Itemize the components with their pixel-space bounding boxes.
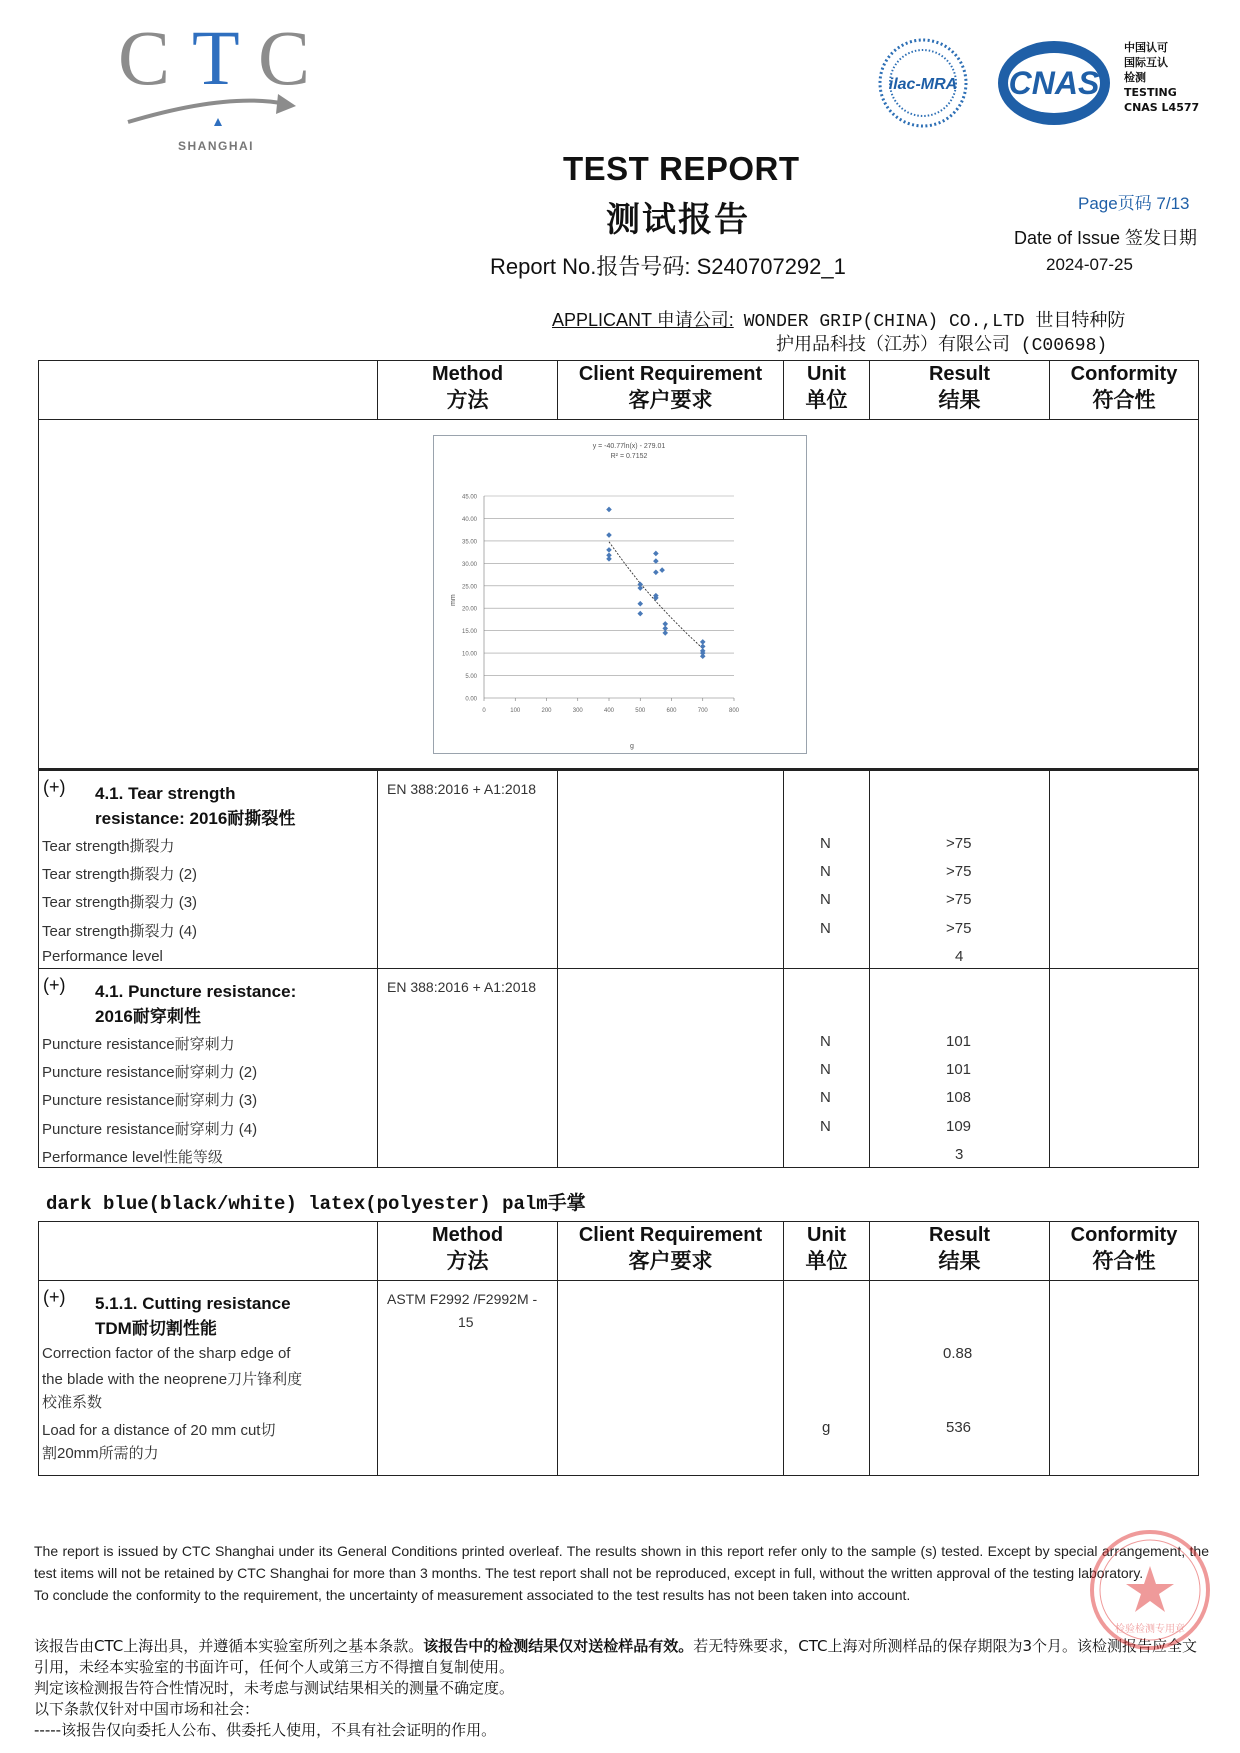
puncture-unit: N bbox=[820, 1089, 831, 1106]
puncture-client-cell bbox=[558, 969, 784, 1168]
header-client bbox=[558, 1222, 784, 1281]
chart-x-tick-label: 200 bbox=[541, 708, 552, 714]
tear-row-label: Tear strength撕裂力 (3) bbox=[42, 894, 198, 911]
chart-y-tick-label: 45.00 bbox=[461, 494, 477, 501]
cutting-row bbox=[39, 1281, 1199, 1476]
footer-english bbox=[34, 1540, 1209, 1606]
tear-row-label: Tear strength撕裂力 bbox=[42, 838, 175, 855]
table-header-row bbox=[39, 1222, 1199, 1281]
footer-en-paragraph-1: The report is issued by CTC Shanghai under its General Conditions printed overleaf. The results shown in this report refer only to the sample (s) tested. Except by special arrangement, the test items will not be retained by CTC Shanghai for more than 3 months. The test report shall not be reproduced, except in full, without the written approval of the testing laboratory. bbox=[34, 1543, 1209, 1581]
chart-x-tick-label: 100 bbox=[510, 708, 521, 714]
cutting-unit-2: g bbox=[822, 1419, 831, 1436]
logo-letter-c1: C bbox=[118, 22, 171, 101]
header-method-en: Method bbox=[431, 1224, 504, 1246]
tear-client-cell bbox=[558, 770, 784, 969]
chart-points bbox=[606, 507, 705, 659]
expand-marker: (+) bbox=[43, 777, 66, 797]
puncture-row-label: Puncture resistance耐穿刺力 bbox=[42, 1036, 235, 1053]
header-unit-en: Unit bbox=[807, 363, 846, 385]
logo-sub-text: SHANGHAI bbox=[178, 139, 255, 153]
applicant-name-line2: 护用品科技（江苏）有限公司 (C00698) bbox=[776, 336, 1108, 356]
footer-cn-paragraph-1 bbox=[34, 1636, 1209, 1678]
applicant-label: APPLICANT 申请公司: bbox=[552, 310, 734, 330]
puncture-row-label: Puncture resistance耐穿刺力 (2) bbox=[42, 1064, 258, 1081]
chart-y-tick-label: 0.00 bbox=[465, 696, 477, 703]
puncture-result: 101 bbox=[946, 1033, 972, 1050]
expand-marker: (+) bbox=[43, 1287, 66, 1307]
cutting-unit-cell bbox=[784, 1281, 870, 1476]
report-title-cn: 测试报告 bbox=[606, 200, 750, 240]
tear-method-cell bbox=[378, 770, 558, 969]
footer-cn-paragraph-3: 以下条款仅针对中国市场和社会： bbox=[34, 1700, 260, 1718]
chart-y-axis-label: mm bbox=[450, 594, 457, 606]
chart-grid bbox=[484, 496, 734, 701]
accreditation-marks bbox=[878, 36, 1218, 130]
tear-row-label: Tear strength撕裂力 (2) bbox=[42, 866, 198, 883]
chart-y-tick-label: 25.00 bbox=[461, 584, 477, 591]
tear-label-cell bbox=[39, 770, 378, 969]
cutting-method-2: 15 bbox=[458, 1314, 474, 1330]
chart-point bbox=[653, 551, 659, 557]
stamp-text: 检验检测专用章 bbox=[1115, 1624, 1185, 1635]
header-result bbox=[870, 1222, 1050, 1281]
header-unit-cn: 单位 bbox=[805, 1249, 848, 1273]
header-result-cn: 结果 bbox=[938, 1249, 981, 1273]
expand-marker: (+) bbox=[43, 975, 66, 995]
tear-unit: N bbox=[820, 835, 831, 852]
header-method-en: Method bbox=[431, 363, 504, 385]
chart-x-tick-label: 400 bbox=[603, 708, 615, 714]
cnas-side-line: 检测 bbox=[1124, 71, 1146, 84]
logo-letter-t: T bbox=[192, 22, 240, 101]
cutting-row1-label-2: the blade with the neoprene刀片锋利度 bbox=[42, 1371, 303, 1388]
cnas-side-line: 中国认可 bbox=[1124, 41, 1168, 54]
puncture-section-title-1: 4.1. Puncture resistance: bbox=[95, 982, 297, 1001]
chart-point bbox=[659, 567, 665, 573]
chart-x-tick-label: 0 bbox=[482, 708, 486, 714]
header-client-en: Client Requirement bbox=[578, 1224, 763, 1246]
tear-result: >75 bbox=[946, 920, 972, 937]
chart-ticks bbox=[462, 495, 740, 715]
page-number: Page页码 7/13 bbox=[1078, 194, 1190, 213]
header-client bbox=[558, 361, 784, 420]
header-result-cn: 结果 bbox=[938, 388, 981, 412]
logo-letter-c2: C bbox=[258, 22, 311, 101]
cutting-section-title-1: 5.1.1. Cutting resistance bbox=[95, 1294, 291, 1313]
chart-y-tick-label: 15.00 bbox=[461, 629, 477, 636]
puncture-result-cell bbox=[870, 969, 1050, 1168]
puncture-method: EN 388:2016 + A1:2018 bbox=[387, 979, 537, 995]
table-header-row bbox=[39, 361, 1199, 420]
scatter-chart bbox=[433, 435, 807, 754]
header-blank-cell bbox=[39, 361, 378, 420]
chart-point bbox=[653, 570, 659, 576]
scatter-chart-svg bbox=[434, 436, 806, 753]
tear-section-title-2: resistance: 2016耐撕裂性 bbox=[95, 809, 296, 828]
ilac-text: ilac-MRA bbox=[888, 76, 958, 93]
tear-performance-level: 4 bbox=[955, 948, 964, 965]
footer-cn-text: 该报告由CTC上海出具，并遵循本实验室所列之基本条款。 bbox=[34, 1637, 424, 1655]
cutting-client-cell bbox=[558, 1281, 784, 1476]
chart-x-axis-label: g bbox=[630, 743, 634, 750]
puncture-conformity-cell bbox=[1050, 969, 1199, 1168]
puncture-label-cell bbox=[39, 969, 378, 1168]
footer-cn-paragraph-2: 判定该检测报告符合性情况时，未考虑与测试结果相关的测量不确定度。 bbox=[34, 1679, 515, 1697]
puncture-unit: N bbox=[820, 1061, 831, 1078]
cutting-row2-label-1: Load for a distance of 20 mm cut切 bbox=[42, 1422, 276, 1439]
footer-cn-paragraph-4: -----该报告仅向委托人公布、供委托人使用，不具有社会证明的作用。 bbox=[34, 1721, 497, 1739]
tear-result: >75 bbox=[946, 835, 972, 852]
chart-point bbox=[606, 507, 612, 513]
header-result-en: Result bbox=[928, 363, 991, 385]
puncture-row bbox=[39, 969, 1199, 1168]
tear-unit-cell bbox=[784, 770, 870, 969]
cnas-side-line: CNAS L4577 bbox=[1124, 101, 1200, 114]
chart-x-tick-label: 700 bbox=[697, 708, 708, 714]
chart-y-tick-label: 40.00 bbox=[461, 516, 477, 523]
header-method-cn: 方法 bbox=[446, 388, 489, 412]
cutting-method-1: ASTM F2992 /F2992M - bbox=[387, 1291, 538, 1307]
header-method bbox=[378, 1222, 558, 1281]
chart-point bbox=[606, 556, 612, 562]
header-method bbox=[378, 361, 558, 420]
chart-y-tick-label: 10.00 bbox=[461, 651, 477, 658]
cnas-mark bbox=[998, 41, 1110, 125]
footer-cn-bold-text: 该报告中的检测结果仅对送检样品有效。 bbox=[423, 1637, 694, 1655]
footer-chinese bbox=[34, 1636, 1209, 1741]
tear-result: >75 bbox=[946, 863, 972, 880]
header-unit bbox=[784, 361, 870, 420]
header-conformity-cn: 符合性 bbox=[1092, 388, 1156, 412]
puncture-row-label: Puncture resistance耐穿刺力 (4) bbox=[42, 1121, 258, 1138]
cutting-method-cell bbox=[378, 1281, 558, 1476]
applicant-name-line1: WONDER GRIP(CHINA) CO.,LTD 世目特种防 bbox=[743, 312, 1126, 332]
header-conformity-cn: 符合性 bbox=[1092, 1249, 1156, 1273]
header-result bbox=[870, 361, 1050, 420]
puncture-result: 101 bbox=[946, 1061, 972, 1078]
footer-cn-text: 若无特殊要求，CTC上海对所测样品的保存期限为3个月。该检测报告应全文引用，未经本实验室的书面许可，任何个人或第三方不得擅自复制使用。 bbox=[34, 1637, 1198, 1676]
puncture-method-cell bbox=[378, 969, 558, 1168]
puncture-section-title-2: 2016耐穿刺性 bbox=[95, 1007, 201, 1026]
header-conformity-en: Conformity bbox=[1070, 1224, 1178, 1246]
puncture-unit-cell bbox=[784, 969, 870, 1168]
chart-y-tick-label: 30.00 bbox=[461, 561, 477, 568]
cnas-side-line: 国际互认 bbox=[1124, 56, 1168, 69]
chart-x-tick-label: 800 bbox=[728, 708, 740, 714]
cnas-side-text bbox=[1124, 40, 1199, 115]
chart-y-tick-label: 35.00 bbox=[461, 539, 477, 546]
tear-conformity-cell bbox=[1050, 770, 1199, 969]
puncture-result: 109 bbox=[946, 1118, 972, 1135]
report-number: Report No.报告号码: S240707292_1 bbox=[490, 254, 846, 279]
header-conformity-en: Conformity bbox=[1070, 363, 1178, 385]
header-blank-cell bbox=[39, 1222, 378, 1281]
chart-y-tick-label: 20.00 bbox=[461, 606, 477, 613]
tear-unit: N bbox=[820, 863, 831, 880]
cutting-row2-label-2: 割20mm所需的力 bbox=[42, 1445, 159, 1462]
tear-result-cell bbox=[870, 770, 1050, 969]
issue-date: 2024-07-25 bbox=[1046, 255, 1133, 274]
puncture-unit: N bbox=[820, 1118, 831, 1135]
puncture-result: 108 bbox=[946, 1089, 972, 1106]
cutting-result-1: 0.88 bbox=[943, 1345, 973, 1362]
puncture-row-label: Puncture resistance耐穿刺力 (3) bbox=[42, 1092, 258, 1109]
chart-x-tick-label: 500 bbox=[635, 708, 646, 714]
header-unit bbox=[784, 1222, 870, 1281]
puncture-performance-level: 3 bbox=[955, 1146, 964, 1163]
official-seal-stamp bbox=[1088, 1528, 1212, 1652]
chart-x-tick-label: 300 bbox=[572, 708, 583, 714]
chart-title: y = -40.77ln(x) - 279.01 bbox=[592, 443, 666, 450]
tear-unit: N bbox=[820, 891, 831, 908]
issue-date-label: Date of Issue 签发日期 bbox=[1014, 228, 1198, 248]
cutting-result-cell bbox=[870, 1281, 1050, 1476]
header-conformity bbox=[1050, 361, 1199, 420]
chart-subtitle: R² = 0.7152 bbox=[610, 453, 648, 460]
cutting-conformity-cell bbox=[1050, 1281, 1199, 1476]
cutting-section-title-2: TDM耐切割性能 bbox=[95, 1319, 217, 1338]
header-client-en: Client Requirement bbox=[578, 363, 763, 385]
tear-section-title-1: 4.1. Tear strength bbox=[95, 784, 236, 803]
ctc-logo bbox=[118, 22, 338, 162]
chart-y-tick-label: 5.00 bbox=[465, 674, 477, 681]
cutting-result-2: 536 bbox=[946, 1419, 972, 1436]
cutting-row1-label-3: 校准系数 bbox=[42, 1394, 103, 1411]
chart-point bbox=[606, 547, 612, 553]
sample-sub-heading: dark blue(black/white) latex(polyester) palm手掌 bbox=[46, 1193, 586, 1215]
tear-row-label: Tear strength撕裂力 (4) bbox=[42, 923, 198, 940]
tear-strength-row bbox=[39, 770, 1199, 969]
results-table-2 bbox=[38, 1221, 1199, 1476]
header-conformity bbox=[1050, 1222, 1199, 1281]
chart-point bbox=[700, 653, 706, 659]
cnas-side-line: TESTING bbox=[1124, 86, 1177, 99]
tear-result: >75 bbox=[946, 891, 972, 908]
header-result-en: Result bbox=[928, 1224, 991, 1246]
report-title-en: TEST REPORT bbox=[563, 150, 800, 187]
tear-method: EN 388:2016 + A1:2018 bbox=[387, 781, 537, 797]
cutting-row1-label-1: Correction factor of the sharp edge of bbox=[42, 1345, 291, 1362]
header-unit-cn: 单位 bbox=[805, 388, 848, 412]
cutting-label-cell bbox=[39, 1281, 378, 1476]
chart-x-tick-label: 600 bbox=[666, 708, 677, 714]
tear-unit: N bbox=[820, 920, 831, 937]
puncture-unit: N bbox=[820, 1033, 831, 1050]
header-client-cn: 客户要求 bbox=[628, 1249, 713, 1273]
footer-en-paragraph-2: To conclude the conformity to the requirement, the uncertainty of measurement associated to the test results has not been taken into account. bbox=[34, 1587, 911, 1603]
ilac-mra-mark bbox=[880, 40, 966, 126]
puncture-row-label: Performance level性能等级 bbox=[42, 1149, 223, 1166]
chart-point bbox=[606, 532, 612, 538]
header-method-cn: 方法 bbox=[446, 1249, 489, 1273]
chart-point bbox=[637, 601, 643, 607]
header-unit-en: Unit bbox=[807, 1224, 846, 1246]
cnas-text: CNAS bbox=[1008, 65, 1100, 101]
applicant-block bbox=[552, 308, 1125, 358]
chart-point bbox=[637, 611, 643, 617]
tear-row-label: Performance level bbox=[42, 948, 163, 965]
header-client-cn: 客户要求 bbox=[628, 388, 713, 412]
